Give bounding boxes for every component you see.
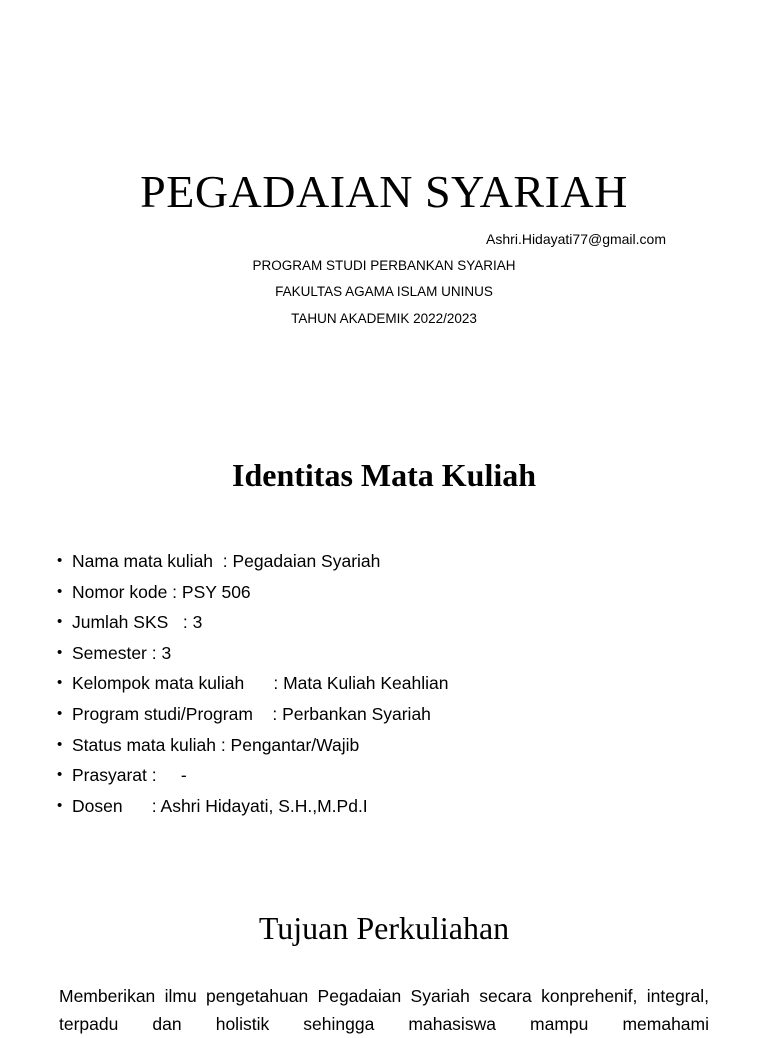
bullet-icon: •: [57, 704, 63, 722]
identity-list: [57, 546, 448, 821]
list-item-text: Semester : 3: [72, 642, 172, 663]
list-item: [57, 607, 448, 638]
list-item-text: Nomor kode : PSY 506: [72, 581, 251, 602]
list-item-text: Dosen : Ashri Hidayati, S.H.,M.Pd.I: [72, 795, 368, 816]
list-item: [57, 699, 448, 730]
objectives-heading: Tujuan Perkuliahan: [258, 910, 510, 946]
list-item-text: Kelompok mata kuliah : Mata Kuliah Keahlian: [72, 673, 449, 694]
bullet-icon: •: [57, 582, 63, 600]
list-item-text: Nama mata kuliah : Pegadaian Syariah: [72, 551, 381, 571]
list-item-text: Prasyarat : -: [72, 765, 187, 786]
bullet-icon: •: [57, 613, 63, 631]
list-item: [57, 791, 448, 822]
list-item: [57, 577, 448, 608]
list-item-text: Program studi/Program : Perbankan Syariah: [72, 703, 431, 724]
author-email: Ashri.Hidayati77@gmail.com: [486, 231, 666, 247]
bullet-icon: •: [57, 796, 63, 814]
program-name: PROGRAM STUDI PERBANKAN SYARIAH: [252, 258, 516, 273]
list-item-text: Jumlah SKS : 3: [72, 612, 203, 633]
list-item: [57, 730, 448, 761]
list-item: [57, 668, 448, 699]
academic-year: TAHUN AKADEMIK 2022/2023: [291, 311, 477, 326]
list-item: [57, 638, 448, 669]
faculty-name: FAKULTAS AGAMA ISLAM UNINUS: [275, 284, 493, 299]
list-item-text: Status mata kuliah : Pengantar/Wajib: [72, 734, 360, 755]
bullet-icon: •: [57, 674, 63, 692]
bullet-icon: •: [57, 766, 63, 784]
bullet-icon: •: [57, 552, 63, 569]
identity-heading: Identitas Mata Kuliah: [231, 457, 537, 493]
list-item: [57, 760, 448, 791]
list-item: [57, 546, 448, 577]
bullet-icon: •: [57, 643, 63, 661]
objectives-paragraph: Memberikan ilmu pengetahuan Pegadaian Syariah secara konprehenif, integral, terpadu dan holistik sehingga mahasiswa mampu memahami: [59, 986, 709, 1034]
document-title: PEGADAIAN SYARIAH: [140, 166, 628, 217]
bullet-icon: •: [57, 735, 63, 753]
